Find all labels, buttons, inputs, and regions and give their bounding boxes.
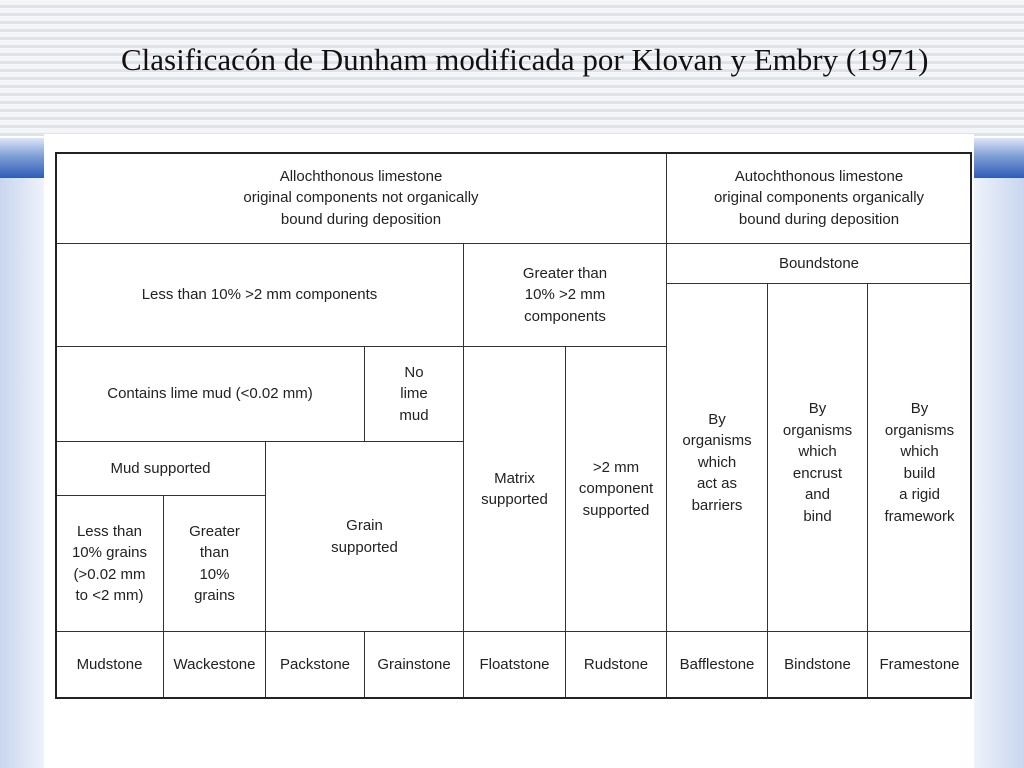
bind-description: By organisms which encrust and bind	[767, 283, 868, 632]
baffle-description: By organisms which act as barriers	[666, 283, 768, 632]
mud-supported: Mud supported	[55, 441, 266, 496]
rock-name-mudstone: Mudstone	[55, 631, 164, 699]
rock-name-packstone: Packstone	[265, 631, 365, 699]
rock-name-rudstone: Rudstone	[565, 631, 667, 699]
rock-name-framestone: Framestone	[867, 631, 972, 699]
boundstone-header: Boundstone	[666, 243, 972, 284]
component-supported: >2 mm component supported	[565, 346, 667, 632]
less-than-10-components: Less than 10% >2 mm components	[55, 243, 464, 347]
left-side-gradient	[0, 178, 44, 768]
matrix-supported: Matrix supported	[463, 346, 566, 632]
rock-name-wackestone: Wackestone	[163, 631, 266, 699]
allochthonous-header: Allochthonous limestone original components not organically bound during deposition	[55, 152, 667, 244]
rock-name-bindstone: Bindstone	[767, 631, 868, 699]
left-accent-bar	[0, 138, 44, 178]
slide-title: Clasificacón de Dunham modificada por Klovan y Embry (1971)	[121, 42, 929, 77]
greater-than-10-grains: Greater than 10% grains	[163, 495, 266, 632]
rock-name-floatstone: Floatstone	[463, 631, 566, 699]
greater-than-10-components: Greater than 10% >2 mm components	[463, 243, 667, 347]
rock-name-bafflestone: Bafflestone	[666, 631, 768, 699]
right-side-gradient	[974, 178, 1024, 768]
less-than-10-grains: Less than 10% grains (>0.02 mm to <2 mm)	[55, 495, 164, 632]
contains-lime-mud: Contains lime mud (<0.02 mm)	[55, 346, 365, 442]
rock-name-grainstone: Grainstone	[364, 631, 464, 699]
frame-description: By organisms which build a rigid framework	[867, 283, 972, 632]
right-accent-bar	[974, 138, 1024, 178]
no-lime-mud: No lime mud	[364, 346, 464, 442]
autochthonous-header: Autochthonous limestone original components organically bound during deposition	[666, 152, 972, 244]
grain-supported: Grain supported	[265, 441, 464, 632]
